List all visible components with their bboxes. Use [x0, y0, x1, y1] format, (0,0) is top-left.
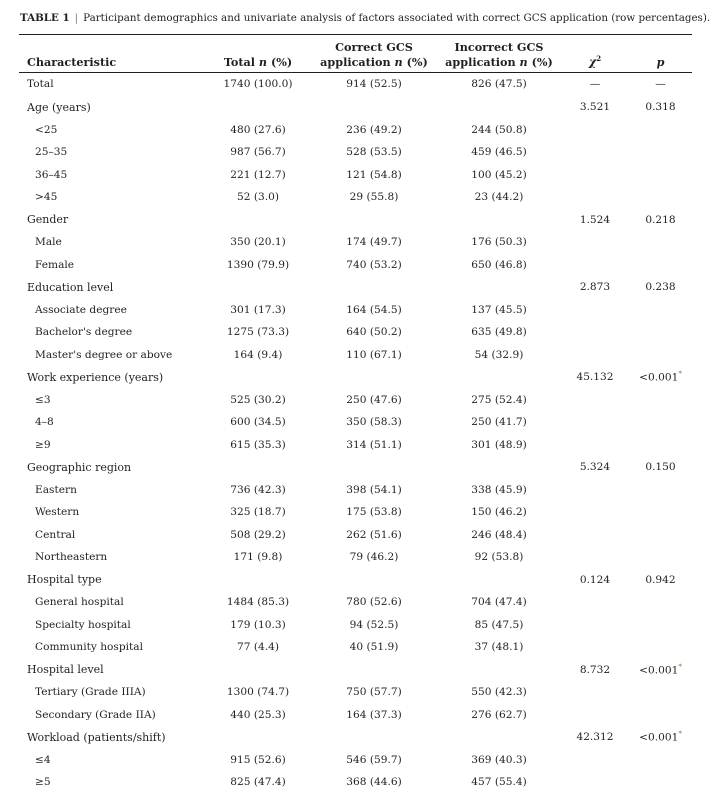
row-label: ≤4 — [35, 753, 51, 766]
cell-total: 1275 (73.3) — [226, 326, 290, 339]
cell-incorrect: 250 (41.7) — [471, 416, 527, 429]
cell-total: 164 (9.4) — [233, 348, 283, 361]
cell-chi-square — [561, 771, 629, 794]
cell-p-value — [629, 231, 692, 254]
row-label: Central — [35, 528, 76, 541]
table-row — [19, 344, 692, 367]
row-label: Bachelor's degree — [35, 326, 133, 339]
header-incorrect: Incorrect GCS application n (%) — [445, 40, 553, 69]
cell-correct: 780 (52.6) — [346, 596, 402, 609]
cell-total — [205, 726, 311, 749]
cell-incorrect: 92 (53.8) — [474, 551, 524, 564]
cell-p-value — [629, 591, 692, 614]
cell-chi-square — [561, 119, 629, 142]
cell-p-value — [629, 344, 692, 367]
cell-p-value: <0.001* — [639, 730, 682, 745]
cell-correct: 398 (54.1) — [346, 483, 402, 496]
table-row — [19, 704, 692, 727]
table-row — [19, 299, 692, 322]
cell-total: 825 (47.4) — [230, 776, 286, 789]
row-label: >45 — [35, 191, 58, 204]
cell-incorrect: 276 (62.7) — [471, 708, 527, 721]
cell-total — [205, 456, 311, 479]
cell-chi-square: 3.521 — [579, 101, 611, 114]
row-label: Secondary (Grade IIA) — [35, 708, 156, 721]
category-row — [19, 726, 692, 749]
row-label: Associate degree — [35, 303, 127, 316]
cell-chi-square — [561, 321, 629, 344]
cell-chi-square: 5.324 — [579, 461, 611, 474]
caption-text: Participant demographics and univariate analysis of factors associated with correct GCS application (row percentages). — [83, 12, 711, 24]
cell-p-value: — — [655, 78, 666, 90]
cell-incorrect — [437, 366, 561, 389]
cell-p-value — [629, 254, 692, 277]
cell-chi-square: 42.312 — [576, 731, 614, 744]
cell-chi-square — [561, 636, 629, 659]
cell-p-value — [629, 119, 692, 142]
cell-correct: 750 (57.7) — [346, 686, 402, 699]
cell-chi-square — [561, 434, 629, 457]
cell-correct: 164 (54.5) — [346, 303, 402, 316]
header-chi-square: $\chi^2$ — [588, 54, 602, 69]
demographics-table — [19, 37, 692, 794]
table-row — [19, 119, 692, 142]
cell-chi-square — [561, 389, 629, 412]
cell-chi-square: 45.132 — [576, 371, 614, 384]
cell-total: 440 (25.3) — [230, 708, 286, 721]
cell-p-value: <0.001* — [639, 370, 682, 385]
cell-correct — [311, 569, 437, 592]
cell-correct — [311, 96, 437, 119]
table-row — [19, 614, 692, 637]
cell-chi-square — [561, 141, 629, 164]
cell-total: 179 (10.3) — [230, 618, 286, 631]
cell-chi-square — [561, 164, 629, 187]
table-row — [19, 524, 692, 547]
cell-incorrect: 550 (42.3) — [471, 686, 527, 699]
header-characteristic: Characteristic — [27, 55, 117, 69]
row-label: Work experience (years) — [27, 370, 164, 384]
cell-chi-square — [561, 411, 629, 434]
cell-incorrect — [437, 456, 561, 479]
category-row — [19, 209, 692, 232]
row-label: Total — [27, 78, 54, 90]
row-label: 4–8 — [35, 416, 54, 429]
cell-correct: 29 (55.8) — [349, 191, 399, 204]
cell-chi-square: 2.873 — [579, 281, 611, 294]
table-row — [19, 389, 692, 412]
cell-p-value — [629, 749, 692, 772]
cell-incorrect — [437, 96, 561, 119]
cell-incorrect: 338 (45.9) — [471, 483, 527, 496]
cell-total: 508 (29.2) — [230, 528, 286, 541]
cell-p-value — [629, 636, 692, 659]
cell-incorrect: 246 (48.4) — [471, 528, 527, 541]
cell-correct: 174 (49.7) — [346, 236, 402, 249]
table-row — [19, 501, 692, 524]
top-rule — [19, 34, 692, 35]
cell-p-value — [629, 321, 692, 344]
cell-correct: 40 (51.9) — [349, 641, 399, 654]
cell-incorrect — [437, 659, 561, 682]
cell-total — [205, 276, 311, 299]
row-label: Geographic region — [27, 460, 132, 474]
cell-incorrect — [437, 569, 561, 592]
cell-total: 736 (42.3) — [230, 483, 286, 496]
cell-p-value — [629, 546, 692, 569]
row-label: 36–45 — [35, 168, 68, 181]
row-label: Male — [35, 236, 62, 249]
row-label: Age (years) — [27, 100, 91, 114]
cell-p-value: 0.238 — [645, 281, 676, 294]
table-row — [19, 141, 692, 164]
cell-correct: 528 (53.5) — [346, 146, 402, 159]
table-label: TABLE 1 — [20, 12, 70, 24]
row-label: Specialty hospital — [35, 618, 131, 631]
cell-total: 301 (17.3) — [230, 303, 286, 316]
category-row — [19, 569, 692, 592]
cell-chi-square: — — [589, 78, 601, 90]
cell-incorrect: 635 (49.8) — [471, 326, 527, 339]
cell-correct: 314 (51.1) — [346, 438, 402, 451]
cell-correct — [311, 659, 437, 682]
cell-total — [205, 659, 311, 682]
cell-chi-square — [561, 681, 629, 704]
cell-chi-square — [561, 614, 629, 637]
cell-total: 1300 (74.7) — [226, 686, 290, 699]
cell-correct: 164 (37.3) — [346, 708, 402, 721]
table-caption — [20, 12, 710, 24]
cell-chi-square — [561, 749, 629, 772]
cell-total: 325 (18.7) — [230, 506, 286, 519]
cell-chi-square: 1.524 — [579, 213, 611, 226]
cell-incorrect: 704 (47.4) — [471, 596, 527, 609]
cell-correct: 546 (59.7) — [346, 753, 402, 766]
table-row — [19, 546, 692, 569]
table-row — [19, 231, 692, 254]
row-label: Workload (patients/shift) — [27, 730, 166, 744]
cell-p-value — [629, 411, 692, 434]
row-label: ≤3 — [35, 393, 51, 406]
cell-total: 221 (12.7) — [230, 168, 286, 181]
cell-correct: 740 (53.2) — [346, 258, 402, 271]
cell-p-value — [629, 479, 692, 502]
table-row — [19, 479, 692, 502]
cell-chi-square — [561, 704, 629, 727]
cell-p-value: 0.218 — [645, 213, 676, 226]
cell-incorrect: 244 (50.8) — [471, 123, 527, 136]
cell-p-value: 0.942 — [645, 573, 676, 586]
header-correct: Correct GCS application n (%) — [320, 40, 428, 69]
cell-total: 600 (34.5) — [230, 416, 286, 429]
cell-p-value: 0.318 — [645, 101, 676, 114]
cell-correct: 262 (51.6) — [346, 528, 402, 541]
row-label: Western — [35, 506, 80, 519]
row-label: Gender — [27, 213, 69, 227]
cell-incorrect: 369 (40.3) — [471, 753, 527, 766]
row-label: Eastern — [35, 483, 77, 496]
table-row — [19, 186, 692, 209]
cell-chi-square — [561, 591, 629, 614]
table-row — [19, 591, 692, 614]
cell-incorrect: 54 (32.9) — [474, 348, 524, 361]
cell-p-value — [629, 614, 692, 637]
cell-total — [205, 366, 311, 389]
cell-total: 915 (52.6) — [230, 753, 286, 766]
cell-correct: 640 (50.2) — [346, 326, 402, 339]
cell-correct — [311, 456, 437, 479]
cell-chi-square: 0.124 — [579, 573, 611, 586]
cell-total — [205, 209, 311, 232]
cell-total: 987 (56.7) — [230, 146, 286, 159]
cell-chi-square: 8.732 — [579, 663, 611, 676]
cell-p-value — [629, 704, 692, 727]
cell-incorrect: 85 (47.5) — [474, 618, 524, 631]
row-label: Hospital level — [27, 663, 104, 677]
row-label: ≥5 — [35, 776, 51, 789]
cell-correct: 94 (52.5) — [349, 618, 399, 631]
cell-incorrect: 301 (48.9) — [471, 438, 527, 451]
category-row — [19, 659, 692, 682]
category-row — [19, 276, 692, 299]
row-label: <25 — [35, 123, 58, 136]
cell-total: 350 (20.1) — [230, 236, 286, 249]
cell-correct: 79 (46.2) — [349, 551, 399, 564]
caption-separator: | — [74, 12, 79, 24]
cell-total — [205, 96, 311, 119]
cell-incorrect — [437, 726, 561, 749]
cell-chi-square — [561, 254, 629, 277]
cell-total: 1740 (100.0) — [223, 78, 293, 90]
cell-incorrect: 176 (50.3) — [471, 236, 527, 249]
table-row — [19, 164, 692, 187]
row-label: Hospital type — [27, 573, 102, 587]
cell-incorrect — [437, 276, 561, 299]
table-row — [19, 72, 692, 96]
category-row — [19, 366, 692, 389]
cell-p-value — [629, 524, 692, 547]
table-row — [19, 254, 692, 277]
cell-total: 615 (35.3) — [230, 438, 286, 451]
cell-correct: 368 (44.6) — [346, 776, 402, 789]
row-label: Northeastern — [35, 551, 108, 564]
cell-total: 525 (30.2) — [230, 393, 286, 406]
cell-total: 52 (3.0) — [237, 191, 279, 204]
cell-incorrect: 275 (52.4) — [471, 393, 527, 406]
row-label: Tertiary (Grade IIIA) — [35, 686, 146, 699]
significance-marker: * — [678, 370, 682, 379]
table-row — [19, 749, 692, 772]
cell-p-value — [629, 186, 692, 209]
row-label: Education level — [27, 280, 114, 294]
cell-incorrect — [437, 209, 561, 232]
cell-correct: 250 (47.6) — [346, 393, 402, 406]
cell-chi-square — [561, 186, 629, 209]
cell-p-value — [629, 771, 692, 794]
cell-incorrect: 100 (45.2) — [471, 168, 527, 181]
cell-correct: 175 (53.8) — [346, 506, 402, 519]
cell-total: 77 (4.4) — [237, 641, 279, 654]
category-row — [19, 96, 692, 119]
header-row — [19, 37, 692, 72]
header-p-value: p — [656, 55, 665, 69]
cell-incorrect: 650 (46.8) — [471, 258, 527, 271]
row-label: 25–35 — [35, 146, 68, 159]
cell-p-value — [629, 164, 692, 187]
header-total: Total n (%) — [223, 55, 293, 69]
cell-correct: 121 (54.8) — [346, 168, 402, 181]
table-row — [19, 434, 692, 457]
cell-incorrect: 150 (46.2) — [471, 506, 527, 519]
cell-incorrect: 23 (44.2) — [474, 191, 524, 204]
cell-chi-square — [561, 546, 629, 569]
category-row — [19, 456, 692, 479]
cell-p-value — [629, 681, 692, 704]
table-body — [19, 72, 692, 794]
row-label: ≥9 — [35, 438, 51, 451]
cell-total: 480 (27.6) — [230, 123, 286, 136]
cell-correct — [311, 726, 437, 749]
row-label: Master's degree or above — [35, 348, 173, 361]
cell-correct — [311, 366, 437, 389]
cell-total: 1390 (79.9) — [226, 258, 290, 271]
table-row — [19, 771, 692, 794]
table-row — [19, 411, 692, 434]
cell-p-value — [629, 434, 692, 457]
cell-p-value: <0.001* — [639, 662, 682, 677]
cell-incorrect: 37 (48.1) — [474, 641, 524, 654]
cell-correct: 914 (52.5) — [346, 78, 402, 90]
cell-chi-square — [561, 479, 629, 502]
cell-chi-square — [561, 231, 629, 254]
table-row — [19, 321, 692, 344]
row-label: Female — [35, 258, 75, 271]
cell-p-value — [629, 141, 692, 164]
cell-chi-square — [561, 524, 629, 547]
cell-correct: 110 (67.1) — [346, 348, 402, 361]
cell-total: 171 (9.8) — [233, 551, 283, 564]
cell-p-value: 0.150 — [645, 461, 676, 474]
row-label: General hospital — [35, 596, 124, 609]
cell-p-value — [629, 389, 692, 412]
cell-chi-square — [561, 501, 629, 524]
cell-incorrect: 826 (47.5) — [471, 78, 527, 90]
cell-chi-square — [561, 344, 629, 367]
cell-p-value — [629, 501, 692, 524]
cell-incorrect: 457 (55.4) — [471, 776, 527, 789]
cell-correct — [311, 276, 437, 299]
cell-incorrect: 459 (46.5) — [471, 146, 527, 159]
table-row — [19, 681, 692, 704]
cell-correct: 236 (49.2) — [346, 123, 402, 136]
cell-correct: 350 (58.3) — [346, 416, 402, 429]
cell-total: 1484 (85.3) — [226, 596, 290, 609]
cell-p-value — [629, 299, 692, 322]
table-row — [19, 636, 692, 659]
significance-marker: * — [678, 730, 682, 739]
cell-incorrect: 137 (45.5) — [471, 303, 527, 316]
significance-marker: * — [678, 662, 682, 671]
cell-chi-square — [561, 299, 629, 322]
row-label: Community hospital — [35, 641, 143, 654]
cell-total — [205, 569, 311, 592]
cell-correct — [311, 209, 437, 232]
